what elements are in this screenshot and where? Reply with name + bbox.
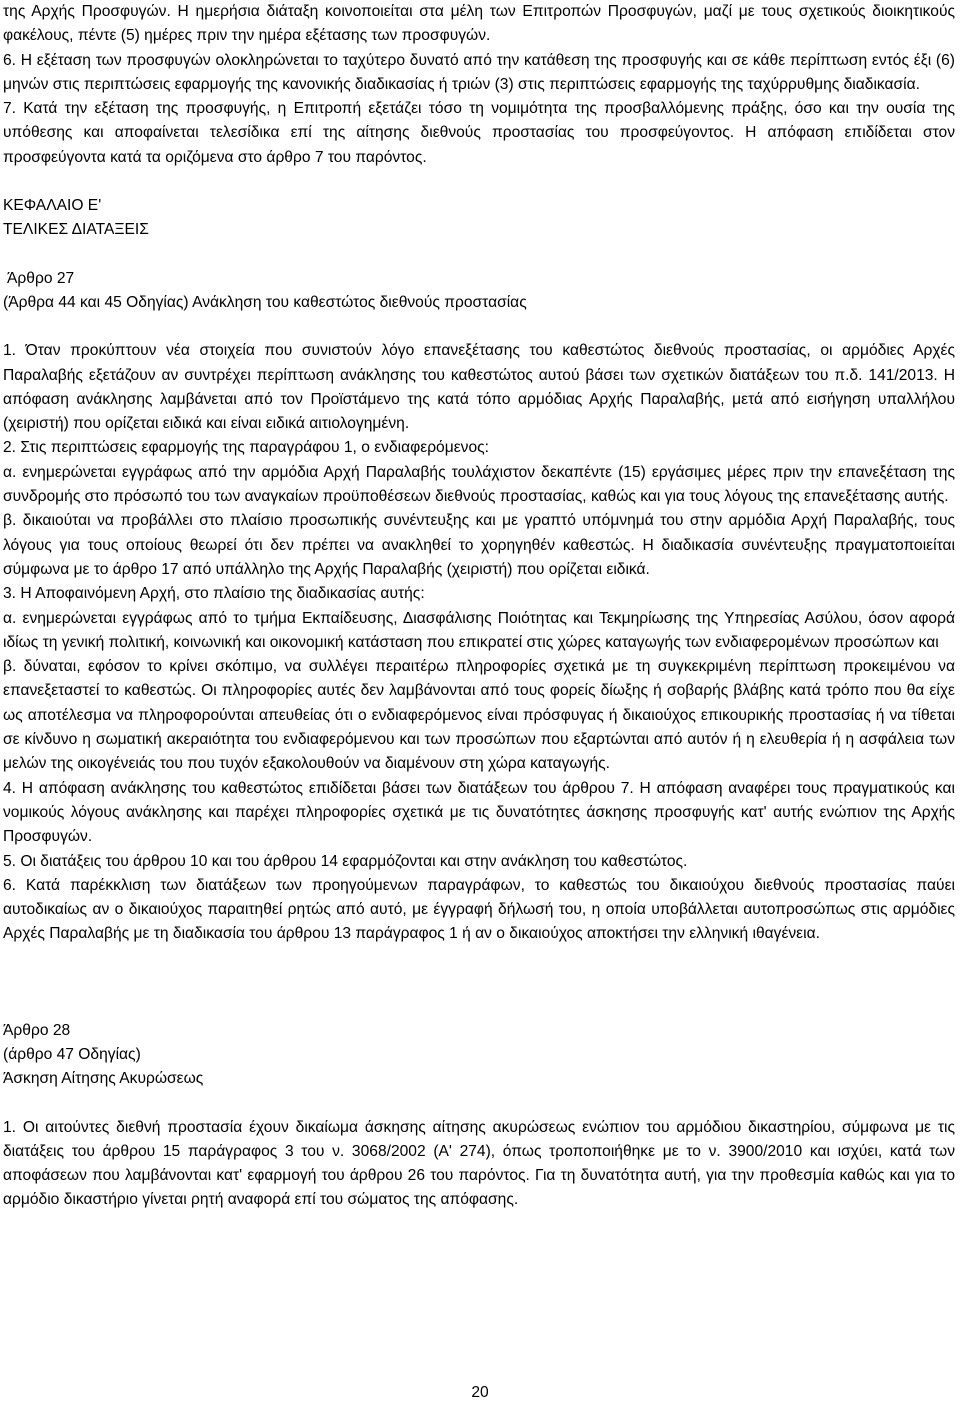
article-27-subtitle: (Άρθρα 44 και 45 Οδηγίας) Ανάκληση του καθεστώτος διεθνούς προστασίας bbox=[3, 293, 527, 311]
spacer bbox=[3, 947, 955, 1019]
page-number: 20 bbox=[471, 1384, 489, 1401]
article-28-subtitle: Άσκηση Αίτησης Ακυρώσεως bbox=[3, 1070, 204, 1088]
paragraph-6: 6. Η εξέταση των προσφυγών ολοκληρώνεται το ταχύτερο δυνατό από την κατάθεση της προσφυγής και σε κάθε περίπτωση εντός έξι (6) μηνών στις περιπτώσεις εφαρμογής της κανονικής διαδικασίας ή τριών (3) στις περιπτώσεις εφαρμογής της ταχύρρυθμης διαδικασία. bbox=[3, 51, 955, 93]
intro-paragraph: της Αρχής Προσφυγών. Η ημερήσια διάταξη κοινοποιείται στα μέλη των Επιτροπών Προσφυγών, μαζί με τους σχετικούς διοικητικούς φακέλους, πέντε (5) ημέρες πριν την ημέρα εξέτασης των προσφυγών. bbox=[3, 3, 955, 45]
article-27-paragraph-2: 2. Στις περιπτώσεις εφαρμογής της παραγράφου 1, ο ενδιαφερόμενος: bbox=[3, 439, 489, 457]
spacer bbox=[3, 243, 955, 267]
spacer bbox=[3, 315, 955, 339]
spacer bbox=[3, 170, 955, 194]
chapter-label: ΚΕΦΑΛΑΙΟ Ε' bbox=[3, 197, 102, 215]
paragraph-7: 7. Κατά την εξέταση της προσφυγής, η Επιτροπή εξετάζει τόσο τη νομιμότητα της προσβαλλόμενης πράξης, όσο και την ουσία της υπόθεσης και αποφαίνεται τελεσίδικα επί της αίτησης διεθνούς προστασίας του προσφεύγοντος. Η απόφαση επιδίδεται στον προσφεύγοντα κατά τα οριζόμενα στο άρθρο 7 του παρόντος. bbox=[3, 100, 955, 166]
article-28-title: Άρθρο 28 bbox=[3, 1021, 71, 1039]
article-27-paragraph-3b: β. δύναται, εφόσον το κρίνει σκόπιμο, να συλλέγει περαιτέρω πληροφορίες σχετικά με τη συγκεκριμένη περίπτωση προκειμένου να επανεξεταστεί το καθεστώς. Οι πληροφορίες αυτές δεν λαμβάνονται από τους φορείς δίωξης ή σοβαρής βλάβης κατά τρόπο που θα είχε ως αποτέλεσμα να πληροφορούνται απευθείας ότι ο ενδιαφερόμενος είναι πρόσφυγας ή δικαιούχος επικουρικής προστασίας ή να τίθεται σε κίνδυνο η σωματική ακεραιότητα του ενδιαφερόμενου και των προσώπων που εξαρτώνται από αυτόν ή η ελευθερία ή η ασφάλεια των μελών της οικογένειάς του που τυχόν εξακολουθούν να διαμένουν στη χώρα καταγωγής. bbox=[3, 658, 955, 773]
article-27-paragraph-1: 1. Όταν προκύπτουν νέα στοιχεία που συνιστούν λόγο επανεξέτασης του καθεστώτος διεθνούς προστασίας, οι αρμόδιες Αρχές Παραλαβής εξετάζουν αν συντρέχει περίπτωση ανάκλησης του καθεστώτος αυτού βάσει των σχετικών διατάξεων του π.δ. 141/2013. Η απόφαση ανάκλησης λαμβάνεται από τον Προϊστάμενο της κατά τόπο αρμόδιας Αρχής Παραλαβής, μετά από εισήγηση υπαλλήλου (χειριστή) που ορίζεται ειδικά και είναι ειδικά αιτιολογημένη. bbox=[3, 342, 955, 433]
article-27-paragraph-6: 6. Κατά παρέκκλιση των διατάξεων των προηγούμενων παραγράφων, το καθεστώς του δικαιούχου διεθνούς προστασίας παύει αυτοδικαίως αν ο δικαιούχος παραιτηθεί ρητώς από αυτό, με έγγραφή δήλωσή του, η οποία υποβάλλεται αυτοπροσώπως στις αρμόδιες Αρχές Παραλαβής με τη διαδικασία του άρθρου 13 παράγραφος 1 ή αν ο δικαιούχος αποκτήσει την ελληνική ιθαγένεια. bbox=[3, 876, 955, 943]
article-27-title: Άρθρο 27 bbox=[7, 269, 75, 287]
spacer bbox=[3, 1092, 955, 1116]
article-27-paragraph-5: 5. Οι διατάξεις του άρθρου 10 και του άρθρου 14 εφαρμόζονται και στην ανάκληση του καθεστώτος. bbox=[3, 852, 688, 870]
article-27-paragraph-3: 3. Η Αποφαινόμενη Αρχή, στο πλαίσιο της διαδικασίας αυτής: bbox=[3, 585, 425, 603]
article-27-paragraph-3a: α. ενημερώνεται εγγράφως από το τμήμα Εκπαίδευσης, Διασφάλισης Ποιότητας και Τεκμηρίωσης της Υπηρεσίας Ασύλου, όσον αφορά ιδίως τη γενική πολιτική, κοινωνική και οικονομική κατάσταση που επικρατεί στις χώρες καταγωγής των ενδιαφερομένων προσώπων και bbox=[3, 609, 955, 651]
article-28-directive: (άρθρο 47 Οδηγίας) bbox=[3, 1045, 141, 1063]
article-27-paragraph-4: 4. Η απόφαση ανάκλησης του καθεστώτος επιδίδεται βάσει των διατάξεων του άρθρου 7. Η απόφαση αναφέρει τους πραγματικούς και νομικούς λόγους ανάκλησης και παρέχει πληροφορίες σχετικά με τις δυνατότητες άσκησης προσφυγής κατ' αυτής ενώπιον της Αρχής Προσφυγών. bbox=[3, 779, 955, 846]
chapter-title: ΤΕΛΙΚΕΣ ΔΙΑΤΑΞΕΙΣ bbox=[3, 221, 149, 239]
article-27-paragraph-2b: β. δικαιούται να προβάλλει στο πλαίσιο προσωπικής συνέντευξης και με γραπτό υπόμνημά του στην αρμόδια Αρχή Παραλαβής, τους λόγους για τους οποίους θεωρεί ότι δεν πρέπει να ανακληθεί το χορηγηθέν καθεστώς. Η διαδικασία συνέντευξης πραγματοποιείται σύμφωνα με το άρθρο 17 από υπάλληλο της Αρχής Παραλαβής (χειριστή) που ορίζεται ειδικά. bbox=[3, 512, 955, 578]
article-28-paragraph-1: 1. Οι αιτούντες διεθνή προστασία έχουν δικαίωμα άσκησης αίτησης ακυρώσεως ενώπιον του αρμόδιου δικαστηρίου, σύμφωνα με τις διατάξεις του άρθρου 15 παράγραφος 3 του ν. 3068/2002 (Α' 274), όπως τροποποιήθηκε με το ν. 3900/2010 και ισχύει, κατά των αποφάσεων που λαμβάνονται κατ' εφαρμογή του άρθρου 26 του παρόντος. Για τη δυνατότητα αυτή, για την προθεσμία καθώς και για το αρμόδιο δικαστήριο γίνεται ρητή αναφορά επί του σώματος της απόφασης. bbox=[3, 1118, 955, 1209]
document-page bbox=[3, 0, 955, 1213]
article-27-paragraph-2a: α. ενημερώνεται εγγράφως από την αρμόδια Αρχή Παραλαβής τουλάχιστον δεκαπέντε (15) εργάσιμες μέρες πριν την επανεξέταση της συνδρομής στο πρόσωπό του των αναγκαίων προϋποθέσεων διεθνούς προστασίας, καθώς και για τους λόγους της επανεξέτασης αυτής. bbox=[3, 463, 955, 506]
